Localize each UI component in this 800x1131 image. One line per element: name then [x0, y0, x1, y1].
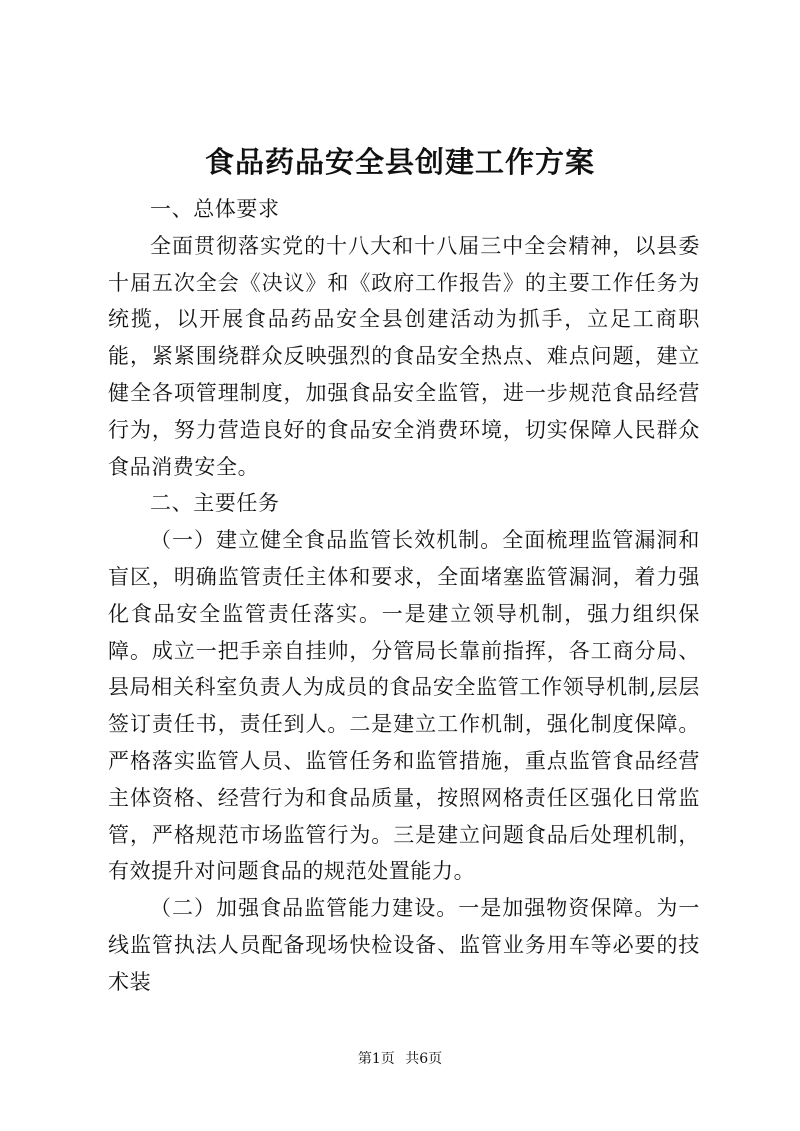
- section-heading-main-tasks: 二、主要任务: [150, 491, 280, 516]
- paragraph: （一）建立健全食品监管长效机制。全面梳理监管漏洞和盲区，明确监管责任主体和要求，全面堵塞监管漏洞，着力强化食品安全监管责任落实。一是建立领导机制，强力组织保障。成立一把手亲自挂帅，分管局长靠前指挥，各工商分局、县局相关科室负责人为成员的食品安全监管工作领导机制,层层签订责任书，责任到人。二是建立工作机制，强化制度保障。严格落实监管人员、监管任务和监管措施，重点监管食品经营主体资格、经营行为和食品质量，按照网格责任区强化日常监管，严格规范市场监管行为。三是建立问题食品后处理机制，有效提升对问题食品的规范处置能力。: [108, 528, 700, 884]
- page-number: 第1页: [357, 1051, 395, 1067]
- document-title: 食品药品安全县创建工作方案: [204, 145, 595, 179]
- paragraph: （二）加强食品监管能力建设。一是加强物资保障。为一线监管执法人员配备现场快检设备、监管业务用车等必要的技术装: [108, 896, 700, 994]
- section-heading-general-requirements: 一、总体要求: [150, 197, 280, 221]
- document-body: [108, 191, 700, 1001]
- page-total: 共6页: [405, 1051, 443, 1067]
- paragraph: 全面贯彻落实党的十八大和十八届三中全会精神，以县委十届五次全会《决议》和《政府工作报告》的主要工作任务为统揽，以开展食品药品安全县创建活动为抓手，立足工商职能，紧紧围绕群众反映强烈的食品安全热点、难点问题，建立健全各项管理制度，加强食品安全监管，进一步规范食品经营行为，努力营造良好的食品安全消费环境，切实保障人民群众食品消费安全。: [108, 233, 700, 479]
- page-footer: [0, 1049, 800, 1069]
